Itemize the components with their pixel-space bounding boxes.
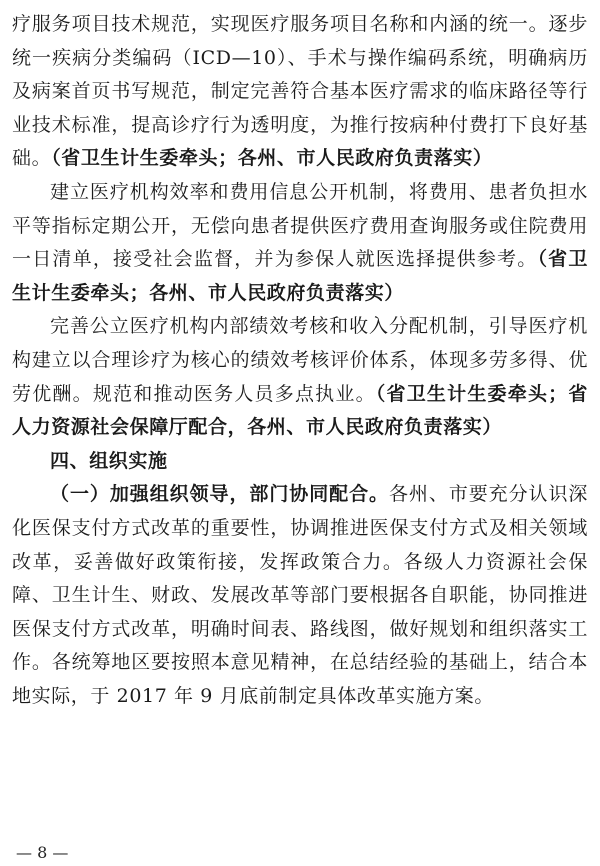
paragraph-3 [12, 310, 588, 444]
paragraph-3-text: 完善公立医疗机构内部绩效考核和收入分配机制，引导医疗机构建立以合理诊疗为核心的绩效考核评价体系，体现多劳多得、优劳优酬。规范和推动医务人员多点执业。 [12, 315, 588, 405]
page-number: — 8 — [16, 843, 69, 862]
paragraph-3-responsible: （省卫生计生委牵头；省人力资源社会保障厅配合，各州、市人民政府负责落实） [12, 382, 588, 439]
paragraph-4 [12, 478, 588, 713]
paragraph-2-responsible: （省卫生计生委牵头；各州、市人民政府负责落实） [12, 248, 588, 304]
paragraph-1-responsible: （省卫生计生委牵头；各州、市人民政府负责落实） [51, 147, 493, 170]
paragraph-4-text: 各州、市要充分认识深化医保支付方式改革的重要性，协调推进医保支付方式及相关领域改革，妥善做好政策衔接，发挥政策合力。各级人力资源社会保障、卫生计生、财政、发展改革等部门要根据各自职能，协同推进医保支付方式改革，明确时间表、路线图，做好规划和组织落实工作。各统筹地区要按照本意见精神，在总结经验的基础上，结合本地实际，于 2017 年 9 月底前制定具体改革实施方案。 [12, 483, 588, 707]
paragraph-4-lead: （一）加强组织领导，部门协同配合。 [50, 483, 389, 506]
paragraph-2 [12, 176, 588, 310]
paragraph-1-text: 疗服务项目技术规范，实现医疗服务项目名称和内涵的统一。逐步统一疾病分类编码（ICD—10）、手术与操作编码系统，明确病历及病案首页书写规范，制定完善符合基本医疗需求的临床路径等行业技术标准，提高诊疗行为透明度，为推行按病种付费打下良好基础。 [12, 13, 588, 170]
paragraph-2-text: 建立医疗机构效率和费用信息公开机制，将费用、患者负担水平等指标定期公开，无偿向患者提供医疗费用查询服务或住院费用一日清单，接受社会监督，并为参保人就医选择提供参考。 [12, 180, 588, 271]
paragraph-1 [12, 8, 588, 176]
document-page [12, 8, 588, 858]
section-heading: 四、组织实施 [50, 449, 168, 472]
